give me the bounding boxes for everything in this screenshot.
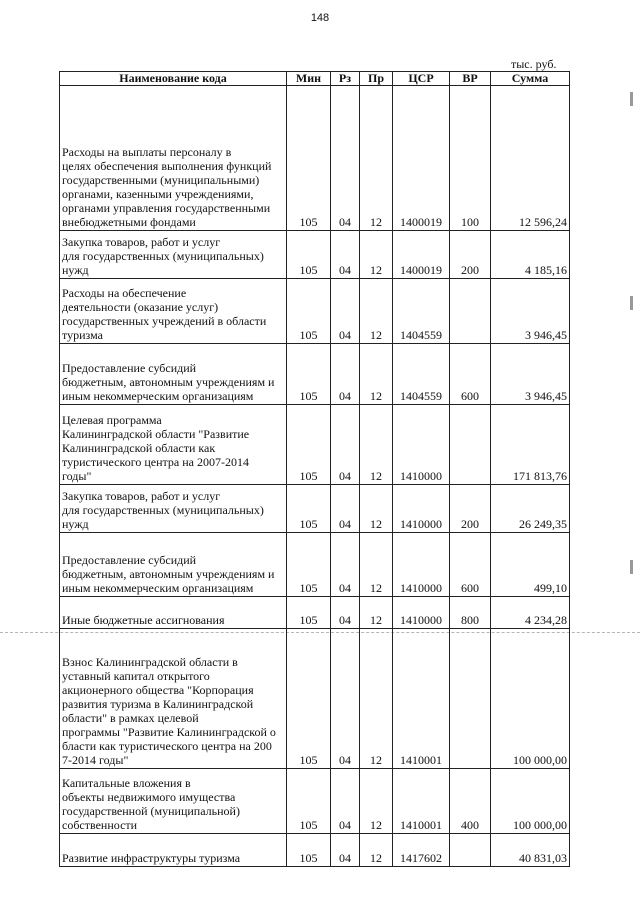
row-pr: 12 — [360, 344, 393, 405]
row-csr: 1400019 — [393, 231, 450, 279]
row-name: Развитие инфраструктуры туризма — [60, 834, 287, 867]
row-pr: 12 — [360, 86, 393, 231]
row-min: 105 — [287, 86, 331, 231]
row-csr: 1410001 — [393, 629, 450, 769]
row-sum: 12 596,24 — [491, 86, 570, 231]
row-pr: 12 — [360, 597, 393, 629]
row-min: 105 — [287, 533, 331, 597]
row-min: 105 — [287, 485, 331, 533]
row-sum: 4 185,16 — [491, 231, 570, 279]
row-min: 105 — [287, 769, 331, 834]
header-rz: Рз — [331, 72, 360, 86]
row-name: Закупка товаров, работ и услуг для государственных (муниципальных) нужд — [60, 231, 287, 279]
row-min: 105 — [287, 629, 331, 769]
row-vr: 100 — [450, 86, 491, 231]
row-sum: 499,10 — [491, 533, 570, 597]
row-vr: 600 — [450, 344, 491, 405]
table-row — [60, 485, 570, 533]
page-number: 148 — [310, 12, 330, 24]
row-vr: 400 — [450, 769, 491, 834]
row-vr: 200 — [450, 231, 491, 279]
header-pr: Пр — [360, 72, 393, 86]
row-rz: 04 — [331, 344, 360, 405]
row-rz: 04 — [331, 231, 360, 279]
scan-edge-mark — [630, 296, 633, 310]
table-row — [60, 834, 570, 867]
row-name: Капитальные вложения в объекты недвижимого имущества государственной (муниципальной) собственности — [60, 769, 287, 834]
units-label: тыс. руб. — [511, 57, 557, 71]
row-rz: 04 — [331, 86, 360, 231]
row-vr: 600 — [450, 533, 491, 597]
budget-table — [59, 71, 570, 867]
row-min: 105 — [287, 279, 331, 344]
header-name: Наименование кода — [60, 72, 287, 86]
row-rz: 04 — [331, 597, 360, 629]
row-name: Предоставление субсидий бюджетным, автономным учреждениям и иным некоммерческим организациям — [60, 344, 287, 405]
row-sum: 100 000,00 — [491, 769, 570, 834]
scan-edge-mark — [630, 560, 633, 574]
table-row — [60, 533, 570, 597]
row-pr: 12 — [360, 279, 393, 344]
row-sum: 26 249,35 — [491, 485, 570, 533]
row-min: 105 — [287, 405, 331, 485]
row-csr: 1410000 — [393, 597, 450, 629]
table-row — [60, 86, 570, 231]
row-vr: 200 — [450, 485, 491, 533]
row-vr — [450, 834, 491, 867]
row-name: Иные бюджетные ассигнования — [60, 597, 287, 629]
row-rz: 04 — [331, 769, 360, 834]
row-rz: 04 — [331, 405, 360, 485]
row-rz: 04 — [331, 834, 360, 867]
row-name: Взнос Калининградской области в уставный капитал открытого акционерного общества "Корпорация развития туризма в Калининградской области" в рамках целевой программы "Развитие Калининградской о бласти как туристического центра на 200 7-2014 годы" — [60, 629, 287, 769]
header-csr: ЦСР — [393, 72, 450, 86]
row-name: Расходы на выплаты персоналу в целях обеспечения выполнения функций государственными (муниципальными) органами, казенными учреждениями, органами управления государственными внебюджетными фондами — [60, 86, 287, 231]
row-csr: 1410000 — [393, 485, 450, 533]
row-rz: 04 — [331, 533, 360, 597]
row-vr — [450, 629, 491, 769]
row-sum: 171 813,76 — [491, 405, 570, 485]
row-name: Расходы на обеспечение деятельности (оказание услуг) государственных учреждений в области туризма — [60, 279, 287, 344]
row-csr: 1417602 — [393, 834, 450, 867]
row-vr — [450, 279, 491, 344]
row-sum: 40 831,03 — [491, 834, 570, 867]
row-vr: 800 — [450, 597, 491, 629]
header-sum: Сумма — [491, 72, 570, 86]
row-min: 105 — [287, 344, 331, 405]
header-min: Мин — [287, 72, 331, 86]
table-row — [60, 279, 570, 344]
row-pr: 12 — [360, 405, 393, 485]
row-name: Закупка товаров, работ и услуг для государственных (муниципальных) нужд — [60, 485, 287, 533]
table-row — [60, 629, 570, 769]
row-name: Целевая программа Калининградской области "Развитие Калининградской области как туристического центра на 2007-2014 годы" — [60, 405, 287, 485]
row-pr: 12 — [360, 533, 393, 597]
row-min: 105 — [287, 231, 331, 279]
header-vr: ВР — [450, 72, 491, 86]
row-pr: 12 — [360, 231, 393, 279]
table-header-row — [60, 72, 570, 86]
row-sum: 3 946,45 — [491, 279, 570, 344]
row-vr — [450, 405, 491, 485]
row-rz: 04 — [331, 485, 360, 533]
table-row — [60, 344, 570, 405]
row-sum: 4 234,28 — [491, 597, 570, 629]
row-min: 105 — [287, 597, 331, 629]
row-csr: 1404559 — [393, 344, 450, 405]
row-csr: 1400019 — [393, 86, 450, 231]
row-csr: 1410000 — [393, 533, 450, 597]
row-name: Предоставление субсидий бюджетным, автономным учреждениям и иным некоммерческим организациям — [60, 533, 287, 597]
row-rz: 04 — [331, 629, 360, 769]
row-pr: 12 — [360, 629, 393, 769]
row-pr: 12 — [360, 834, 393, 867]
row-csr: 1410000 — [393, 405, 450, 485]
row-pr: 12 — [360, 769, 393, 834]
row-min: 105 — [287, 834, 331, 867]
row-rz: 04 — [331, 279, 360, 344]
row-csr: 1410001 — [393, 769, 450, 834]
row-pr: 12 — [360, 485, 393, 533]
row-sum: 3 946,45 — [491, 344, 570, 405]
table-row — [60, 231, 570, 279]
scan-edge-mark — [630, 92, 633, 106]
row-sum: 100 000,00 — [491, 629, 570, 769]
table-row — [60, 769, 570, 834]
table-row — [60, 597, 570, 629]
table-row — [60, 405, 570, 485]
row-csr: 1404559 — [393, 279, 450, 344]
